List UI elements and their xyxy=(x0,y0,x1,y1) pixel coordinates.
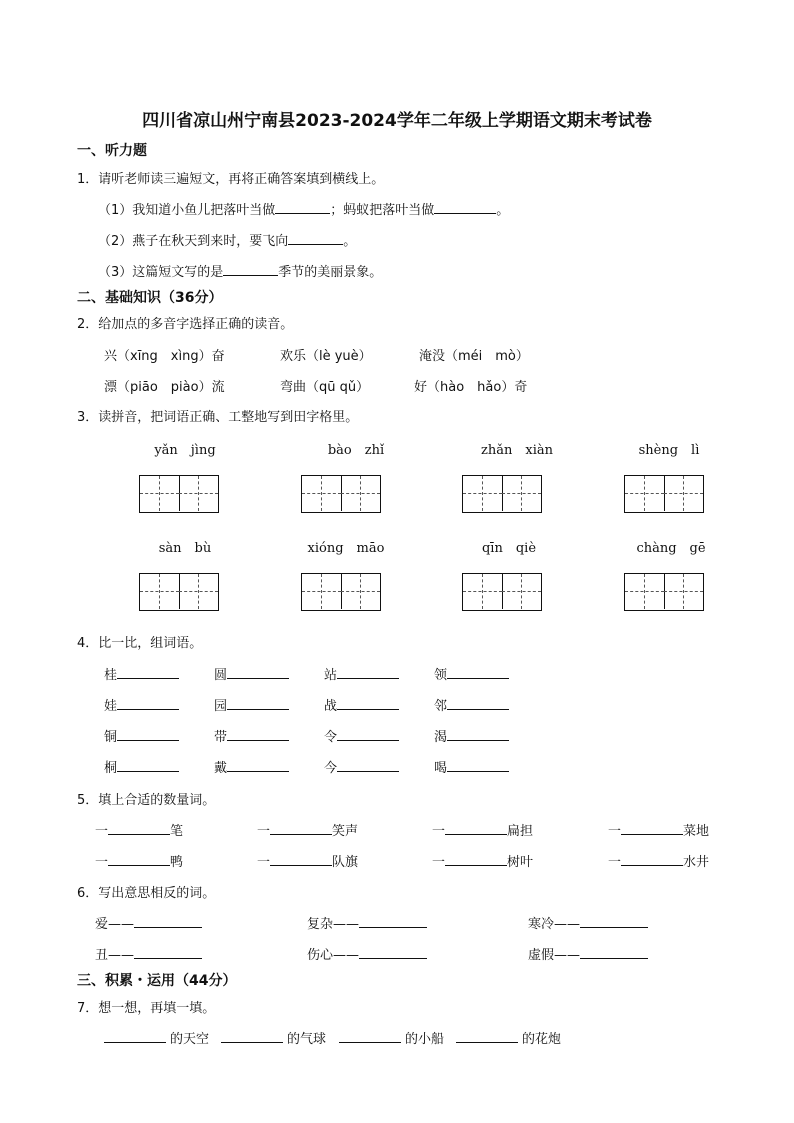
compare-char: 今 xyxy=(324,761,338,776)
antonym-word: 寒冷—— xyxy=(528,917,581,932)
compare-char: 战 xyxy=(324,699,338,714)
answer-blank[interactable] xyxy=(621,853,683,866)
tianzi-grid[interactable] xyxy=(462,573,542,611)
answer-blank[interactable] xyxy=(447,666,509,679)
phrase-word: 的花炮 xyxy=(522,1032,562,1047)
polyphone-item: 漂（piāo piào）流 xyxy=(104,380,225,395)
compare-char: 令 xyxy=(324,730,338,745)
pinyin-label: sàn bù xyxy=(158,541,212,556)
compare-char: 领 xyxy=(434,668,448,683)
measure-prefix: 一 xyxy=(432,824,446,839)
answer-blank[interactable] xyxy=(434,201,496,214)
question-1-item-1 xyxy=(98,199,509,218)
answer-blank[interactable] xyxy=(108,853,170,866)
question-7-stem: 7．想一想，再填一填。 xyxy=(77,1001,216,1016)
measure-noun: 扁担 xyxy=(507,824,534,839)
polyphone-item: 淹没（méi mò） xyxy=(419,349,529,364)
polyphone-item: 弯曲（qū qǔ） xyxy=(280,380,370,395)
answer-blank[interactable] xyxy=(223,263,278,276)
word-compare-item xyxy=(324,726,399,745)
antonym-word: 伤心—— xyxy=(307,948,360,963)
answer-blank[interactable] xyxy=(337,759,399,772)
antonym-item xyxy=(528,944,648,963)
compare-char: 带 xyxy=(214,730,228,745)
word-compare-item xyxy=(104,695,179,714)
answer-blank[interactable] xyxy=(134,946,202,959)
measure-noun: 树叶 xyxy=(507,855,534,870)
measure-word-item xyxy=(432,851,533,870)
word-compare-item xyxy=(214,757,289,776)
section-heading-listening: 一、听力题 xyxy=(77,143,147,159)
measure-prefix: 一 xyxy=(608,824,622,839)
pinyin-label: xióng māo xyxy=(307,541,385,556)
antonym-word: 爱—— xyxy=(95,917,135,932)
section-heading-basics: 二、基础知识（36分） xyxy=(77,290,223,306)
question-1-stem: 1．请听老师读三遍短文，再将正确答案填到横线上。 xyxy=(77,172,385,187)
answer-blank[interactable] xyxy=(227,666,289,679)
answer-blank[interactable] xyxy=(270,853,332,866)
antonym-item xyxy=(95,944,202,963)
fill-phrase-item xyxy=(456,1028,561,1047)
word-compare-item xyxy=(104,664,179,683)
answer-blank[interactable] xyxy=(270,822,332,835)
q1-text: ；蚂蚁把落叶当做 xyxy=(330,203,435,218)
answer-blank[interactable] xyxy=(227,697,289,710)
fill-phrase-item xyxy=(221,1028,326,1047)
antonym-item xyxy=(307,944,427,963)
measure-word-item xyxy=(95,820,183,839)
polyphone-item: 欢乐（lè yuè） xyxy=(280,349,372,364)
pinyin-label: zhǎn xiàn xyxy=(481,443,553,458)
answer-blank[interactable] xyxy=(108,822,170,835)
compare-char: 戴 xyxy=(214,761,228,776)
word-compare-item xyxy=(214,664,289,683)
antonym-item xyxy=(95,913,202,932)
measure-prefix: 一 xyxy=(257,824,271,839)
polyphone-item: 好（hào hǎo）奇 xyxy=(414,380,528,395)
phrase-word: 的小船 xyxy=(405,1032,445,1047)
q1-text: （2）燕子在秋天到来时，要飞向 xyxy=(98,234,289,249)
question-1-item-2 xyxy=(98,230,356,249)
answer-blank[interactable] xyxy=(337,728,399,741)
q1-text: （3）这篇短文写的是 xyxy=(98,265,224,280)
answer-blank[interactable] xyxy=(359,915,427,928)
antonym-item xyxy=(307,913,427,932)
q1-text: （1）我知道小鱼儿把落叶当做 xyxy=(98,203,276,218)
measure-word-item xyxy=(608,851,709,870)
measure-noun: 鸭 xyxy=(170,855,184,870)
measure-word-item xyxy=(257,851,358,870)
compare-char: 渴 xyxy=(434,730,448,745)
measure-prefix: 一 xyxy=(95,824,109,839)
pinyin-label: chàng gē xyxy=(636,541,706,556)
answer-blank[interactable] xyxy=(117,728,179,741)
answer-blank[interactable] xyxy=(227,728,289,741)
q1-text: 。 xyxy=(496,203,510,218)
compare-char: 邻 xyxy=(434,699,448,714)
tianzi-grid[interactable] xyxy=(139,573,219,611)
antonym-item xyxy=(528,913,648,932)
compare-char: 娃 xyxy=(104,699,118,714)
section-heading-accumulation: 三、积累・运用（44分） xyxy=(77,973,237,989)
polyphone-item: 兴（xīng xìng）奋 xyxy=(104,349,225,364)
question-4-stem: 4．比一比，组词语。 xyxy=(77,636,203,651)
compare-char: 喝 xyxy=(434,761,448,776)
question-3-stem: 3．读拼音，把词语正确、工整地写到田字格里。 xyxy=(77,410,359,425)
measure-noun: 菜地 xyxy=(683,824,710,839)
measure-prefix: 一 xyxy=(608,855,622,870)
measure-prefix: 一 xyxy=(95,855,109,870)
phrase-word: 的气球 xyxy=(287,1032,327,1047)
compare-char: 桐 xyxy=(104,761,118,776)
measure-noun: 笔 xyxy=(170,824,184,839)
page-title: 四川省凉山州宁南县2023-2024学年二年级上学期语文期末考试卷 xyxy=(142,111,652,131)
answer-blank[interactable] xyxy=(580,915,648,928)
measure-noun: 水井 xyxy=(683,855,710,870)
question-2-stem: 2．给加点的多音字选择正确的读音。 xyxy=(77,317,294,332)
answer-blank[interactable] xyxy=(117,697,179,710)
compare-char: 铜 xyxy=(104,730,118,745)
tianzi-grid[interactable] xyxy=(624,475,704,513)
word-compare-item xyxy=(324,664,399,683)
word-compare-item xyxy=(104,757,179,776)
pinyin-label: shèng lì xyxy=(638,443,700,458)
word-compare-item xyxy=(324,695,399,714)
pinyin-label: qīn qiè xyxy=(481,541,537,556)
answer-blank[interactable] xyxy=(117,759,179,772)
antonym-word: 复杂—— xyxy=(307,917,360,932)
answer-blank[interactable] xyxy=(337,697,399,710)
measure-word-item xyxy=(608,820,709,839)
answer-blank[interactable] xyxy=(447,728,509,741)
word-compare-item xyxy=(324,757,399,776)
tianzi-grid[interactable] xyxy=(301,475,381,513)
q1-text: 。 xyxy=(343,234,357,249)
question-6-stem: 6．写出意思相反的词。 xyxy=(77,886,216,901)
word-compare-item xyxy=(434,757,509,776)
answer-blank[interactable] xyxy=(275,201,330,214)
answer-blank[interactable] xyxy=(339,1030,401,1043)
measure-word-item xyxy=(95,851,183,870)
antonym-word: 虚假—— xyxy=(528,948,581,963)
answer-blank[interactable] xyxy=(445,853,507,866)
tianzi-grid[interactable] xyxy=(462,475,542,513)
answer-blank[interactable] xyxy=(134,915,202,928)
answer-blank[interactable] xyxy=(447,697,509,710)
word-compare-item xyxy=(434,695,509,714)
word-compare-item xyxy=(434,664,509,683)
answer-blank[interactable] xyxy=(337,666,399,679)
measure-word-item xyxy=(257,820,358,839)
fill-phrase-item xyxy=(104,1028,209,1047)
answer-blank[interactable] xyxy=(456,1030,518,1043)
compare-char: 站 xyxy=(324,668,338,683)
fill-phrase-item xyxy=(339,1028,444,1047)
compare-char: 桂 xyxy=(104,668,118,683)
answer-blank[interactable] xyxy=(445,822,507,835)
answer-blank[interactable] xyxy=(447,759,509,772)
compare-char: 园 xyxy=(214,699,228,714)
word-compare-item xyxy=(434,726,509,745)
antonym-word: 丑—— xyxy=(95,948,135,963)
answer-blank[interactable] xyxy=(288,232,343,245)
question-5-stem: 5．填上合适的数量词。 xyxy=(77,793,216,808)
answer-blank[interactable] xyxy=(117,666,179,679)
q1-text: 季节的美丽景象。 xyxy=(278,265,383,280)
answer-blank[interactable] xyxy=(621,822,683,835)
measure-word-item xyxy=(432,820,533,839)
word-compare-item xyxy=(214,695,289,714)
phrase-word: 的天空 xyxy=(170,1032,210,1047)
answer-blank[interactable] xyxy=(104,1030,166,1043)
answer-blank[interactable] xyxy=(227,759,289,772)
answer-blank[interactable] xyxy=(221,1030,283,1043)
measure-noun: 队旗 xyxy=(332,855,359,870)
measure-noun: 笑声 xyxy=(332,824,359,839)
tianzi-grid[interactable] xyxy=(301,573,381,611)
compare-char: 圆 xyxy=(214,668,228,683)
measure-prefix: 一 xyxy=(432,855,446,870)
word-compare-item xyxy=(104,726,179,745)
pinyin-label: yǎn jìng xyxy=(154,443,216,458)
tianzi-grid[interactable] xyxy=(624,573,704,611)
measure-prefix: 一 xyxy=(257,855,271,870)
word-compare-item xyxy=(214,726,289,745)
question-1-item-3 xyxy=(98,261,382,280)
pinyin-label: bào zhǐ xyxy=(327,443,385,458)
answer-blank[interactable] xyxy=(359,946,427,959)
answer-blank[interactable] xyxy=(580,946,648,959)
tianzi-grid[interactable] xyxy=(139,475,219,513)
